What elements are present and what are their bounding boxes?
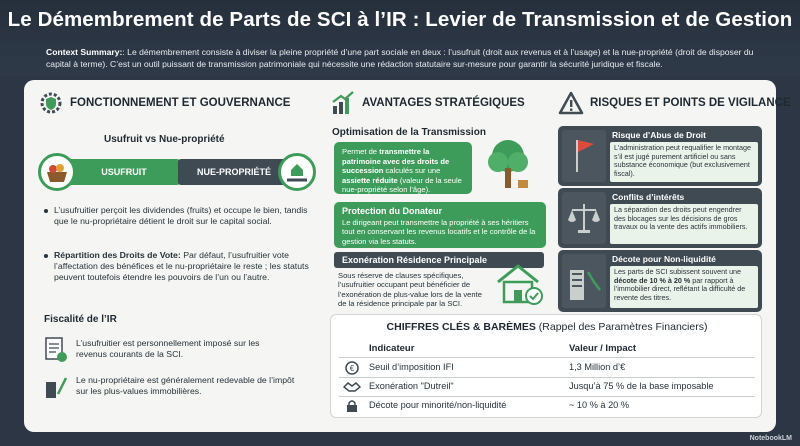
optimisation-box xyxy=(334,142,472,194)
table-title xyxy=(331,321,763,333)
risk-title-decote: Décote pour Non-liquidité xyxy=(612,254,716,264)
tax-nu-proprietaire: Le nu-propriétaire est généralement redevable de l’impôt sur les plus-values immobilières. xyxy=(76,375,295,396)
decote-text-b: décote de 10 % à 20 % xyxy=(614,275,691,285)
usufruit-label: USUFRUIT xyxy=(54,159,180,185)
risk-title-conflits: Conflits d’intérêts xyxy=(612,192,685,202)
col2-title: AVANTAGES STRATÉGIQUES xyxy=(362,97,525,109)
bullet-droits-vote xyxy=(54,250,316,283)
protection-title: Protection du Donateur xyxy=(342,206,443,216)
col-indicateur: Indicateur xyxy=(369,343,415,354)
key-figures-table xyxy=(330,314,762,418)
table-row-ifi-value: 1,3 Million d’€ xyxy=(569,362,626,372)
table-row-dutreil-value: Jusqu’à 75 % de la base imposable xyxy=(569,381,714,391)
risk-text-conflits: La séparation des droits peut engendrer des blocages sur les décisions de gros travaux ou la vente des actifs immobiliers. xyxy=(610,204,758,244)
house-check-icon xyxy=(494,262,546,306)
table-title-rest: (Rappel des Paramètres Financiers) xyxy=(535,321,708,333)
table-rule xyxy=(339,357,755,358)
col1-header xyxy=(38,90,290,116)
usufruit-vs-nue-title: Usufruit vs Nue-propriété xyxy=(104,134,225,145)
opt-text-b: transmettre la patrimoine avec des droits de succession xyxy=(342,147,450,176)
flag-icon xyxy=(562,130,606,182)
optimisation-title: Optimisation de la Transmission xyxy=(332,127,486,138)
context-label: Context Summary: xyxy=(46,47,123,57)
table-row-ifi-indicator: Seuil d’imposition IFI xyxy=(369,362,454,372)
fruit-basket-icon xyxy=(38,153,76,191)
opt-text-e: (valeur de la seule nue-propriété selon l’âge). xyxy=(342,175,462,195)
hand-house-icon xyxy=(278,153,316,191)
building-down-icon xyxy=(562,254,606,308)
risk-card-conflits xyxy=(558,188,762,248)
scales-icon xyxy=(562,192,606,244)
tree-icon xyxy=(478,136,538,194)
col3-header xyxy=(558,90,791,116)
bullet-droits-vote-title: Répartition des Droits de Vote: xyxy=(54,250,181,260)
col-valeur: Valeur / Impact xyxy=(569,343,637,354)
table-row-decote-indicator: Décote pour minorité/non-liquidité xyxy=(369,400,507,410)
risk-text-decote xyxy=(610,266,758,308)
context-text: : Le démembrement consiste à diviser la pleine propriété d’une part sociale en deux : l’usufruit (droit aux revenus et à l’usage) et la nue-propriété (droit de disposer du capital à terme). C’est un outil puissant de transmission patrimoniale qui nécessite une rédaction statutaire sur-mesure pour garantir la sécurité juridique et fiscale. xyxy=(46,47,754,69)
lock-icon xyxy=(345,399,359,413)
fiscalite-title: Fiscalité de l’IR xyxy=(44,314,117,325)
col2-header xyxy=(330,90,525,116)
table-row-decote-value: ~ 10 % à 20 % xyxy=(569,400,630,410)
bullet-droits-vote-text: Par défaut, l’usufruitier vote l’affectation des bénéfices et le nu-propriétaire le reste ; les statuts peuvent toutefois étendre les pouvoirs de l’un ou l’autre. xyxy=(54,250,309,282)
handshake-icon xyxy=(343,380,361,394)
warning-icon xyxy=(558,90,584,116)
exoneration-text: Sous réserve de clauses spécifiques, l’usufruitier occupant peut bénéficier de l’exonération de plus-value lors de la vente de la résidence principale par la SCI. xyxy=(338,271,482,309)
protection-box xyxy=(334,202,546,248)
gear-shield-icon xyxy=(38,90,64,116)
bullet-usufruit: L’usufruitier perçoit les dividendes (fruits) et occupe le bien, tandis que le nu-propriétaire détient le droit sur le capital social. xyxy=(54,205,316,227)
building-growth-icon xyxy=(44,374,68,400)
table-row-dutreil-indicator: Exonération "Dutreil" xyxy=(369,381,454,391)
exoneration-title: Exonération Résidence Principale xyxy=(334,252,544,268)
euro-coin-icon xyxy=(345,361,359,375)
context-summary xyxy=(46,47,758,70)
col1-title: FONCTIONNEMENT ET GOUVERNANCE xyxy=(70,97,291,109)
table-rule xyxy=(339,396,755,397)
protection-text: Le dirigeant peut transmettre la propriété à ses héritiers tout en conservant les revenus locatifs et le contrôle de la gestion via les statuts. xyxy=(342,217,536,246)
svg-text:€: € xyxy=(349,364,355,373)
growth-chart-icon xyxy=(330,90,356,116)
risk-card-decote xyxy=(558,250,762,312)
opt-text-c: calculés sur une xyxy=(383,166,441,176)
decote-text-a: Les parts de SCI subissent souvent une xyxy=(614,267,742,276)
header xyxy=(0,0,800,76)
opt-text-a: Permet de xyxy=(342,147,380,156)
risk-title-abus: Risque d’Abus de Droit xyxy=(612,130,706,140)
tax-usufruitier: L’usufruitier est personnellement imposé sur les revenus courants de la SCI. xyxy=(76,338,260,359)
decote-text-c: par rapport à l’immobilier direct, reflétant la difficulté de revente des titres. xyxy=(614,275,746,302)
col3-title: RISQUES ET POINTS DE VIGILANCE xyxy=(590,97,791,109)
nue-propriete-label: NUE-PROPRIÉTÉ xyxy=(178,159,300,185)
risk-card-abus xyxy=(558,126,762,186)
page-title: Le Démembrement de Parts de SCI à l’IR : Levier de Transmission et de Gestion xyxy=(7,8,793,31)
table-rule xyxy=(339,377,755,378)
usufruit-nue-diagram xyxy=(38,153,316,191)
table-title-bold: CHIFFRES CLÉS & BARÈMES xyxy=(386,321,536,333)
risk-text-abus: L’administration peut requalifier le montage s’il est jugé purement artificiel ou sans substance économique (but exclusivement fiscal). xyxy=(610,142,758,182)
opt-text-d: assiette réduite xyxy=(342,175,398,185)
notebooklm-brand: NotebookLM xyxy=(749,435,792,442)
tax-document-icon xyxy=(44,337,68,363)
